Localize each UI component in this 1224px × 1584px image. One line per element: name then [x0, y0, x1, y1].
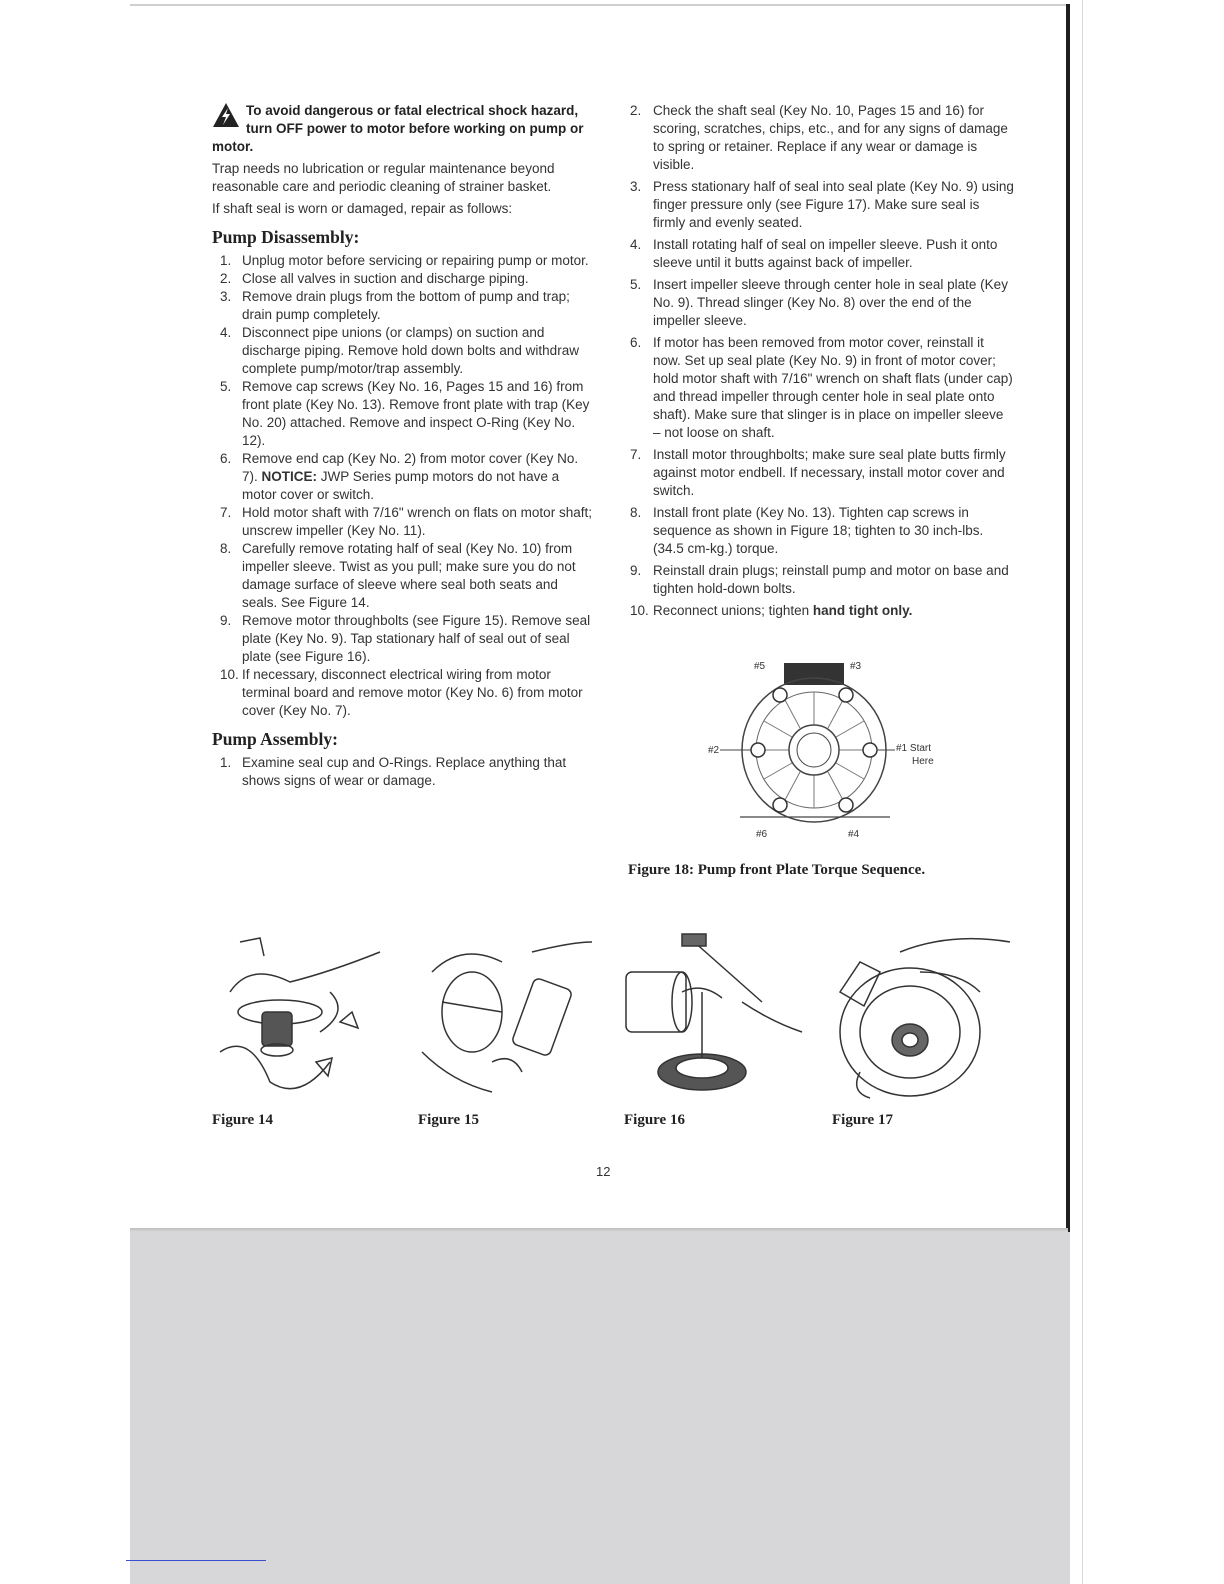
figure-15-caption: Figure 15: [418, 1112, 479, 1128]
left-column: [212, 102, 592, 790]
list-item: 7. Install motor throughbolts; make sure seal plate butts firmly against motor endbell. If necessary, install motor cover and switch.: [630, 447, 1006, 498]
figure-14-caption: Figure 14: [212, 1112, 273, 1128]
label-3: #3: [850, 661, 862, 672]
warning-notice: [212, 102, 592, 156]
emphasis-text: hand tight only.: [812, 603, 913, 618]
notice-label: NOTICE:: [261, 469, 318, 484]
list-item: 1. Examine seal cup and O-Rings. Replace anything that shows signs of wear or damage.: [220, 755, 567, 788]
list-item: 8. Install front plate (Key No. 13). Tighten cap screws in sequence as shown in Figure 18; tighten to 30 inch-lbs. (34.5 cm-kg.) torque.: [630, 505, 984, 556]
list-item: 5. Remove cap screws (Key No. 16, Pages 15 and 16) from front plate (Key No. 13). Remove front plate with trap (Key No. 20) attached. Remove and inspect O-Ring (Key No. 12).: [220, 379, 590, 448]
figure-15-illustration: [412, 932, 602, 1102]
list-item: 1. Unplug motor before servicing or repairing pump or motor.: [220, 253, 589, 268]
warning-triangle-icon: [212, 102, 240, 128]
label-1: #1 Start: [896, 743, 932, 754]
list-item: 6. If motor has been removed from motor cover, reinstall it now. Set up seal plate (Key No. 9) in front of motor cover; hold motor shaft with 7/16" wrench on shaft flats (under cap) and thread impeller through center hole in seal plate onto shaft). Make sure that slinger is in place on impeller sleeve – not loose on shaft.: [630, 335, 1013, 440]
list-item: 2. Check the shaft seal (Key No. 10, Pages 15 and 16) for scoring, scratches, chips, etc., and for any signs of damage to spring or retainer. Replace if any wear or damage is visible.: [630, 103, 1008, 172]
list-item: 9. Remove motor throughbolts (see Figure 15). Remove seal plate (Key No. 9). Tap stationary half of seal out of seal plate (see Figure 16).: [220, 613, 591, 664]
label-6: #6: [756, 829, 768, 840]
disassembly-steps: [212, 252, 592, 720]
list-item: 4. Install rotating half of seal on impeller sleeve. Push it onto sleeve until it butts against back of impeller.: [630, 237, 998, 270]
list-item: 3. Remove drain plugs from the bottom of pump and trap; drain pump completely.: [220, 289, 570, 322]
figure-17-illustration: [830, 932, 1020, 1102]
list-item: 5. Insert impeller sleeve through center hole in seal plate (Key No. 9). Thread slinger (Key No. 8) over the end of the impeller sleeve.: [630, 277, 1008, 328]
list-item: 4. Disconnect pipe unions (or clamps) on suction and discharge piping. Remove hold down bolts and withdraw complete pump/motor/trap assembly.: [220, 325, 579, 376]
page-bottom-shadow: [130, 1228, 1068, 1232]
page-edge-shadow: [1066, 4, 1070, 1232]
disassembly-heading: Pump Disassembly:: [212, 227, 360, 247]
assembly-steps-right: [630, 102, 1014, 620]
intro-paragraph: Trap needs no lubrication or regular maintenance beyond reasonable care and periodic cleaning of strainer basket.: [212, 161, 555, 194]
list-item: 9. Reinstall drain plugs; reinstall pump and motor on base and tighten hold-down bolts.: [630, 563, 1009, 596]
warning-text: To avoid dangerous or fatal electrical shock hazard, turn OFF power to motor before working on pump or motor.: [212, 103, 584, 154]
right-column: [630, 102, 1014, 624]
list-item: 10. Reconnect unions; tighten hand tight only.: [630, 603, 913, 618]
figure-14-illustration: [210, 932, 400, 1102]
intro-paragraph: If shaft seal is worn or damaged, repair as follows:: [212, 201, 513, 216]
scan-background: [130, 1232, 1082, 1584]
label-2: #2: [708, 745, 720, 756]
link-underline: [126, 1560, 266, 1561]
label-5: #5: [754, 661, 766, 672]
scan-margin: [1070, 0, 1083, 1584]
figure-16-caption: Figure 16: [624, 1112, 685, 1128]
list-item: 6. Remove end cap (Key No. 2) from motor cover (Key No. 7). NOTICE: JWP Series pump motors do not have a motor cover or switch.: [220, 451, 579, 502]
list-item: 8. Carefully remove rotating half of seal (Key No. 10) from impeller sleeve. Twist as you pull; make sure you do not damage surface of sleeve where seal both seats and seals. See Figure 14.: [220, 541, 576, 610]
page-number: 12: [596, 1164, 611, 1179]
figure-17-caption: Figure 17: [832, 1112, 893, 1128]
assembly-heading: Pump Assembly:: [212, 729, 338, 749]
label-4: #4: [848, 829, 860, 840]
list-item: 2. Close all valves in suction and discharge piping.: [220, 271, 529, 286]
label-here: Here: [912, 756, 934, 767]
list-item: 10. If necessary, disconnect electrical wiring from motor terminal board and remove motor (Key No. 6) from motor cover (Key No. 7).: [220, 667, 583, 718]
figure-16-illustration: [622, 932, 812, 1102]
list-item: 7. Hold motor shaft with 7/16" wrench on flats on motor shaft; unscrew impeller (Key No. 11).: [220, 505, 592, 538]
figure-18-caption: Figure 18: Pump front Plate Torque Sequence.: [628, 862, 926, 878]
figure-18-torque-diagram: [700, 655, 960, 845]
assembly-steps-left: [212, 754, 592, 790]
list-item: 3. Press stationary half of seal into seal plate (Key No. 9) using finger pressure only (see Figure 17). Make sure seal is firmly and evenly seated.: [630, 179, 1014, 230]
